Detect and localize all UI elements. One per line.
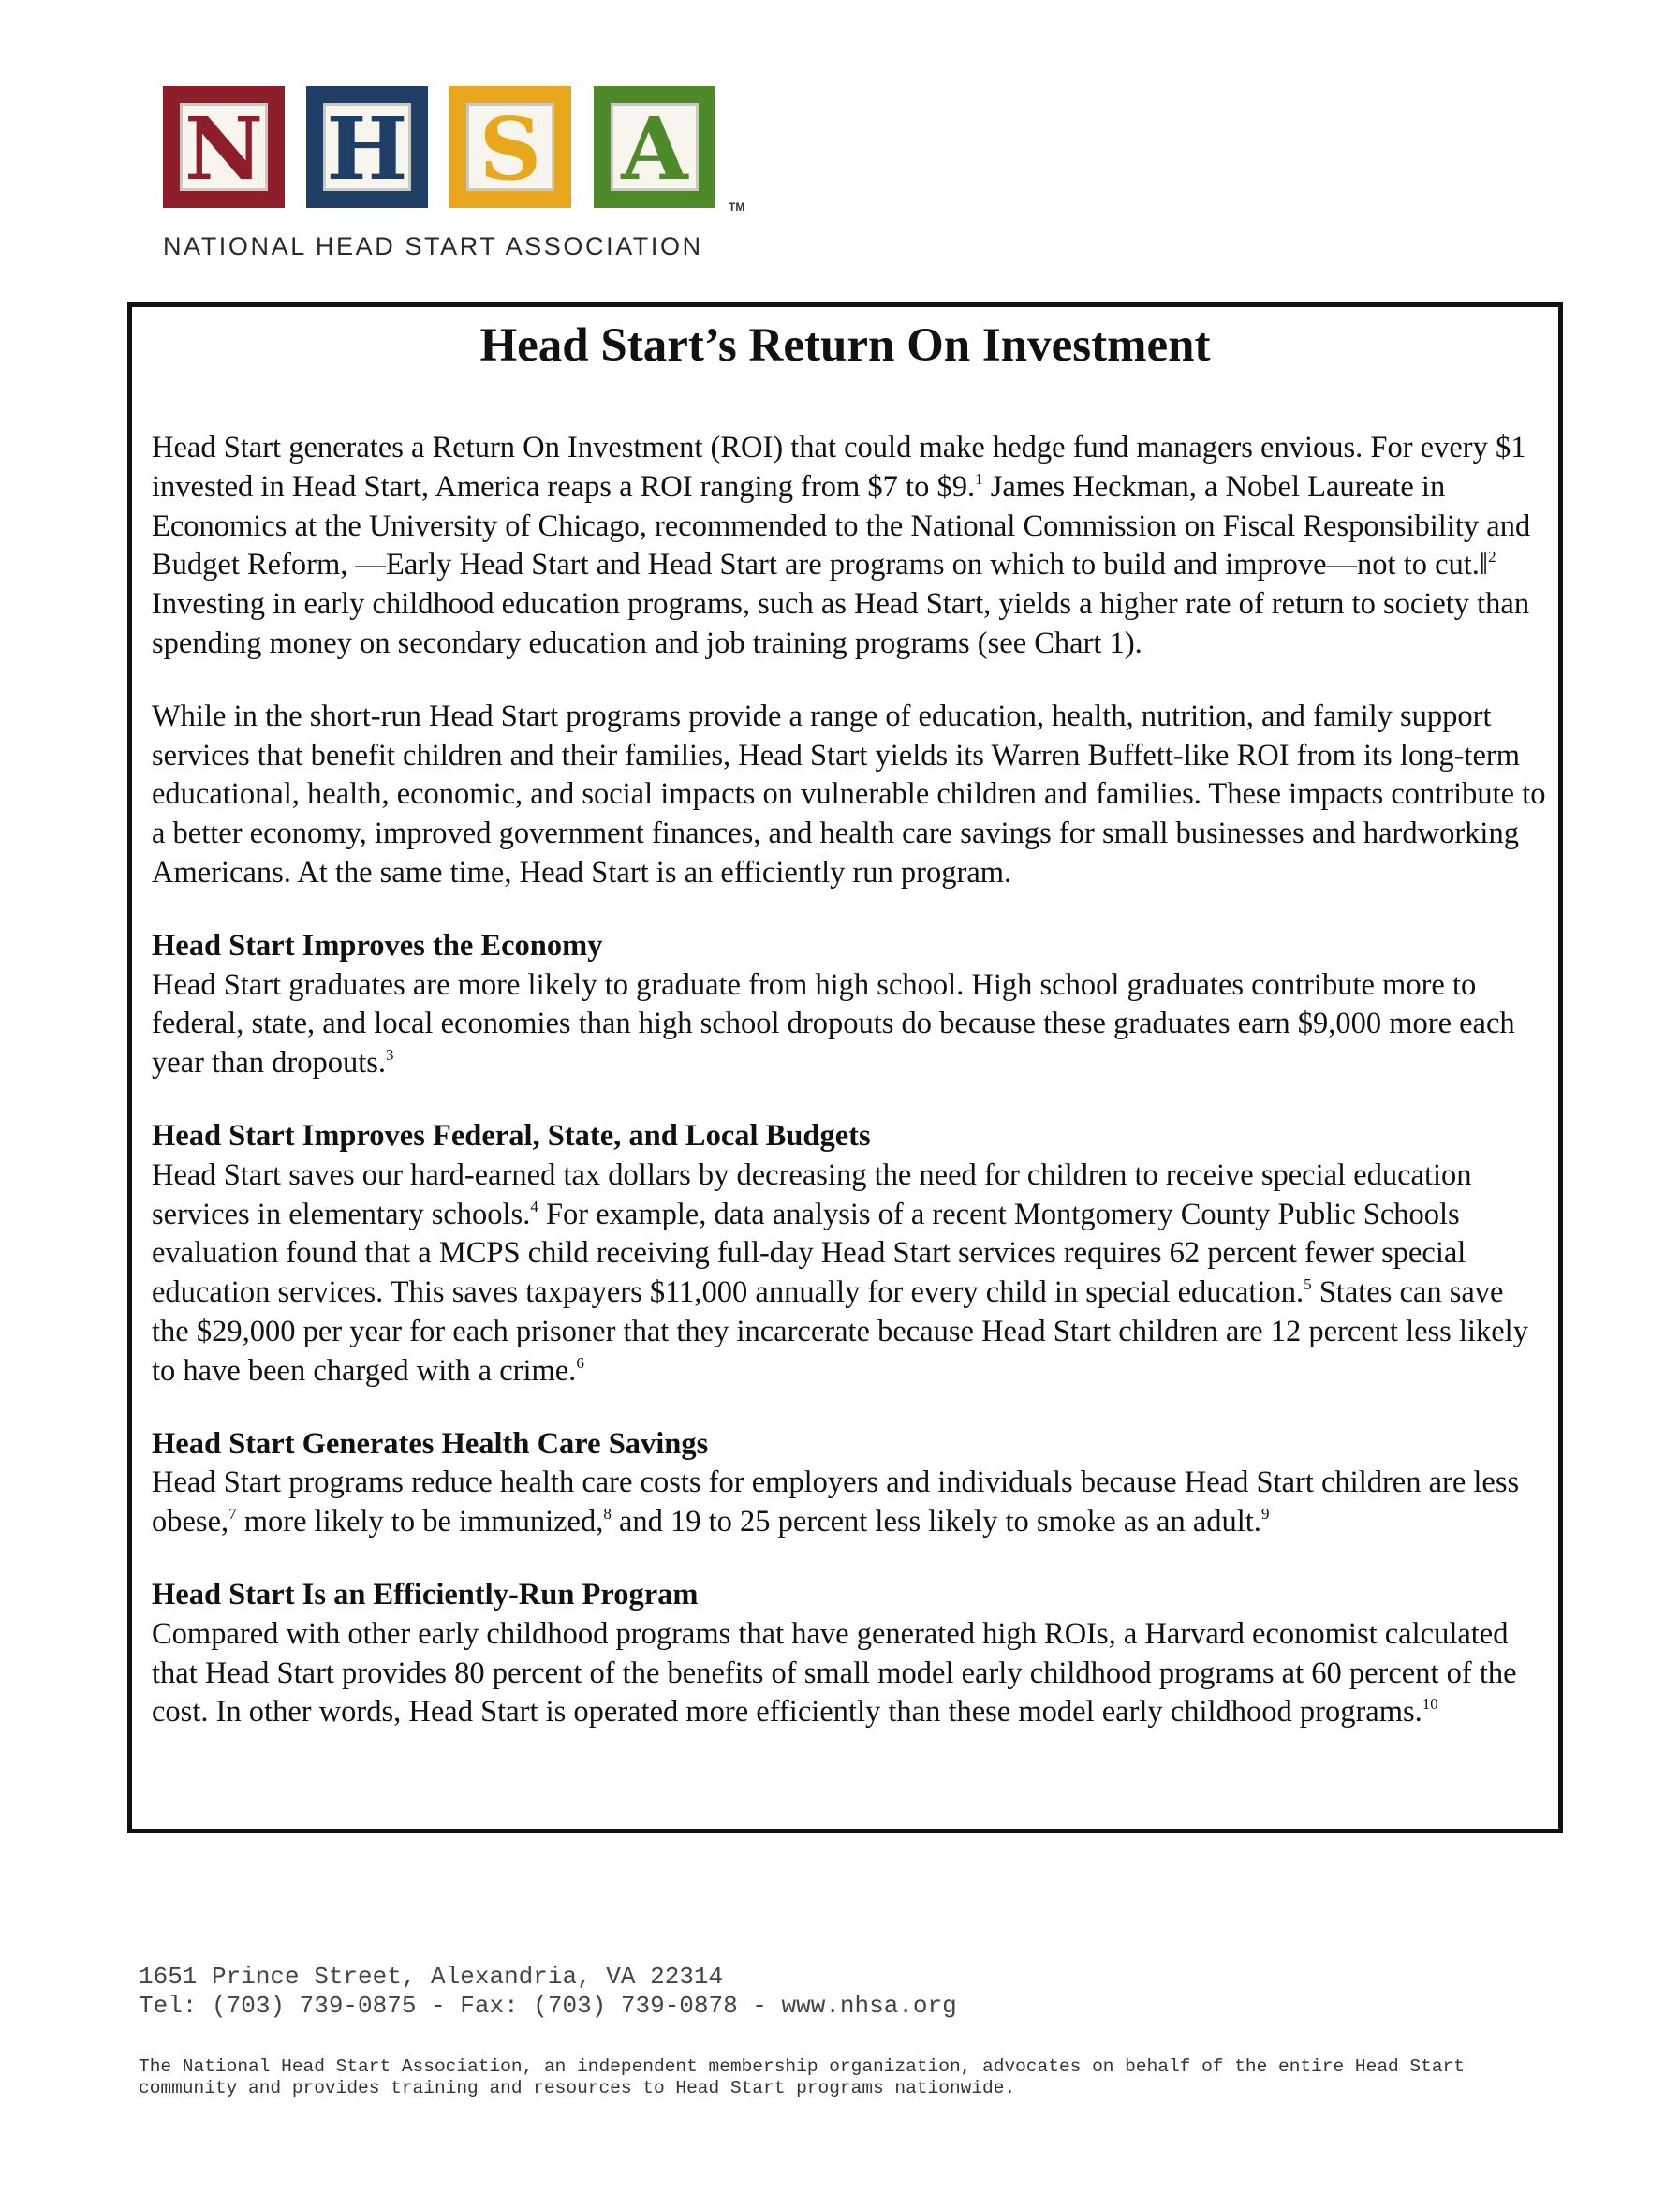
paragraph-text: Head Start graduates are more likely to graduate from high school. High school graduates contribute more to federal, state, and local economies than high school dropouts do because these graduates earn $9,000 more each year than dropouts. [152, 967, 1515, 1081]
logo-letter-a: A [621, 98, 688, 199]
intro-paragraph [152, 698, 1547, 893]
section [152, 1576, 1547, 1732]
logo-block-a [594, 86, 715, 208]
paragraph-text: Head Start generates a Return On Investment (ROI) that could make hedge fund managers envious. For every $1 invested in Head Start, America reaps a ROI ranging from $7 to $9. [152, 431, 1526, 504]
section-paragraph [152, 1156, 1547, 1391]
paragraph-text: Head Start saves our hard-earned tax dollars by decreasing the need for children to receive special education services in elementary schools. [152, 1157, 1472, 1231]
paragraph-text: For example, data analysis of a recent Montgomery County Public Schools evaluation found that a MCPS child receiving full-day Head Start services requires 62 percent fewer special education services. This saves taxpayers $11,000 annually for every child in special education. [152, 1197, 1466, 1310]
footer-contact: Tel: (703) 739-0875 - Fax: (703) 739-0878 - www.nhsa.org [139, 1992, 957, 2020]
paragraph-text: Compared with other early childhood programs that have generated high ROIs, a Harvard economist calculated that Head Start provides 80 percent of the benefits of small model early childhood programs at 60 percent of the cost. In other words, Head Start is operated more efficiently than these model early childhood programs. [152, 1616, 1517, 1730]
paragraph-text: more likely to be immunized, [236, 1505, 604, 1539]
footer-address: 1651 Prince Street, Alexandria, VA 22314 [139, 1963, 724, 1991]
intro-paragraph [152, 429, 1547, 664]
footnote-marker: 10 [1422, 1695, 1438, 1714]
section-heading: Head Start Improves the Economy [152, 928, 603, 963]
paragraph-text: Investing in early childhood education programs, such as Head Start, yields a higher rate of return to society than spending money on secondary education and job training programs (see Chart 1). [152, 587, 1530, 660]
logo-letter-n: N [184, 98, 264, 199]
nhsa-logo [163, 84, 744, 272]
intro [152, 429, 1547, 893]
paragraph-text: James Heckman, a Nobel Laureate in Economics at the University of Chicago, recommended to the National Commission on Fiscal Responsibility and Budget Reform, ―Early Head Start and Head Start are programs on which to build and improve—not to cut.‖ [152, 469, 1531, 582]
footnote-marker: 7 [228, 1505, 237, 1524]
page-title: Head Start’s Return On Investment [479, 319, 1211, 372]
footnote-marker: 3 [386, 1046, 394, 1065]
footnote-marker: 4 [530, 1197, 538, 1215]
article-frame [127, 302, 1563, 1833]
trademark-mark: TM [729, 200, 745, 214]
section-paragraph [152, 966, 1547, 1083]
section [152, 1117, 1547, 1391]
section-paragraph [152, 1615, 1547, 1732]
organization-name: NATIONAL HEAD START ASSOCIATION [163, 232, 703, 260]
section-heading: Head Start Improves Federal, State, and Local Budgets [152, 1118, 871, 1153]
footer-mission: The National Head Start Association, an independent membership organization, advocates on behalf of the entire Head Start community and provides training and resources to Head Start programs nationwide. [139, 2056, 1465, 2098]
section-paragraph [152, 1464, 1547, 1542]
footnote-marker: 1 [975, 469, 983, 488]
section [152, 1425, 1547, 1542]
logo-letter-h: H [326, 98, 408, 199]
footnote-marker: 9 [1260, 1505, 1270, 1524]
paragraph-text: States can save the $29,000 per year for each prisoner that they incarcerate because Head Start children are 12 percent less likely to have been charged with a crime. [152, 1275, 1528, 1388]
logo-block-s [449, 86, 571, 208]
paragraph-text: and 19 to 25 percent less likely to smoke as an adult. [611, 1505, 1261, 1539]
logo-block-n [163, 86, 285, 208]
logo-letter-s: S [479, 98, 542, 199]
footnote-marker: 2 [1488, 548, 1496, 567]
section [152, 927, 1547, 1083]
section-heading: Head Start Is an Efficiently-Run Program [152, 1577, 699, 1612]
footnote-marker: 5 [1304, 1275, 1312, 1294]
section-heading: Head Start Generates Health Care Savings [152, 1426, 709, 1461]
footnote-marker: 8 [603, 1505, 612, 1524]
footer [139, 1963, 1562, 2099]
logo-blocks [163, 84, 744, 206]
logo-block-h [306, 86, 428, 208]
footnote-marker: 6 [576, 1353, 584, 1372]
paragraph-text: While in the short-run Head Start programs provide a range of education, health, nutrition, and family support services that benefit children and their families, Head Start yields its Warren Buffett-like ROI from its long-term educational, health, economic, and social impacts on vulnerable children and families. These impacts contribute to a better economy, improved government finances, and health care savings for small businesses and hardworking Americans. At the same time, Head Start is an efficiently run program. [152, 699, 1546, 890]
article-body [152, 429, 1547, 1766]
sections [152, 927, 1547, 1732]
paragraph-text: Head Start programs reduce health care costs for employers and individuals because Head Start children are less obese, [152, 1465, 1520, 1539]
